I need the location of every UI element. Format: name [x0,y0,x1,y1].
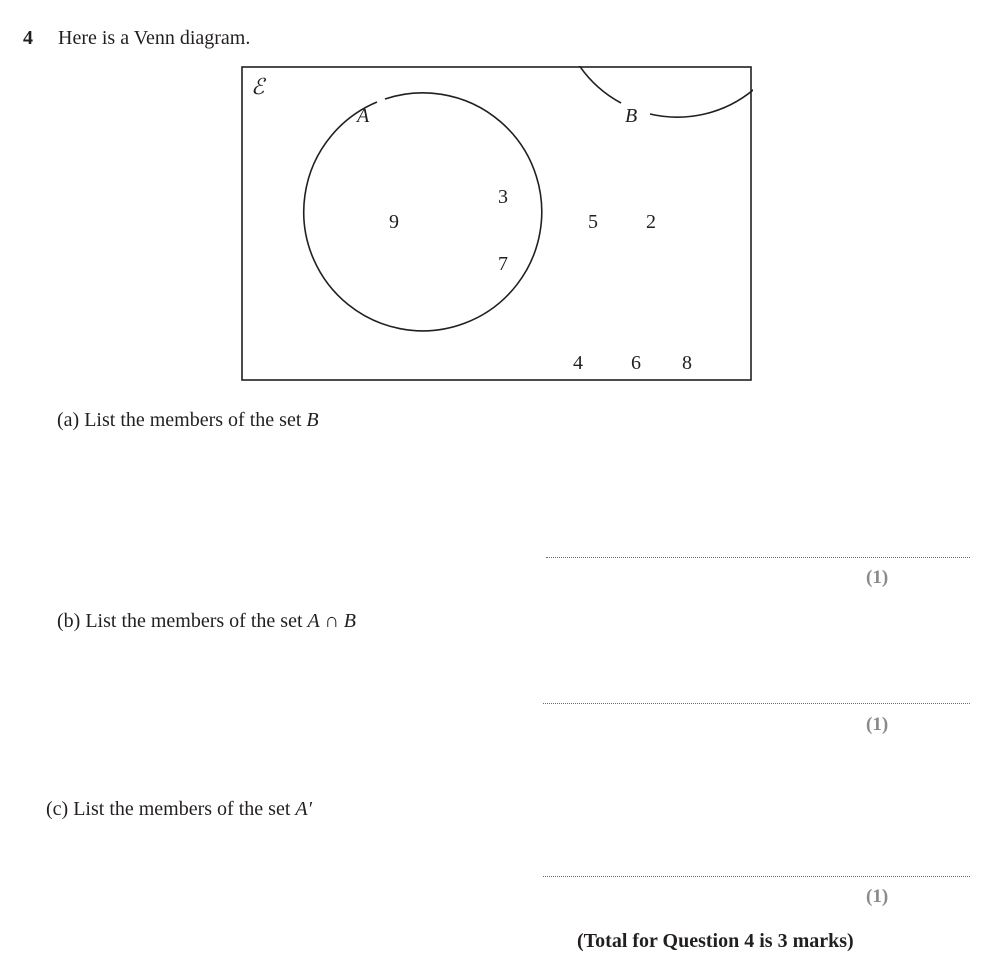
venn-diagram [241,66,753,383]
part-b-answer-line[interactable] [543,703,970,704]
part-b-question [57,610,356,633]
intersection-element: 7 [498,253,508,275]
only-b-element: 2 [646,211,656,233]
part-c-set: A′ [295,798,312,820]
part-b-set: A ∩ B [307,610,357,632]
part-a-set: B [306,409,319,431]
outside-element: 4 [573,352,583,374]
question-number: 4 [23,27,33,49]
part-c-marks: (1) [866,886,889,907]
universal-set-box [242,67,751,380]
circle-a [304,93,542,331]
part-a-marks: (1) [866,567,889,588]
part-a-question [57,409,319,432]
question-intro: Here is a Venn diagram. [58,27,251,49]
only-a-element: 9 [389,211,399,233]
set-b-label: B [625,105,638,127]
part-b-marks: (1) [866,714,889,735]
part-c-prefix: (c) [46,798,69,820]
part-c-answer-line[interactable] [543,876,970,877]
outside-element: 8 [682,352,692,374]
part-b-text: List the members of the set [85,610,303,632]
part-a-answer-line[interactable] [546,557,970,558]
universal-set-symbol: ℰ [251,74,265,99]
intersection-element: 3 [498,186,508,208]
outside-element: 6 [631,352,641,374]
circle-b [558,66,753,117]
set-a-label: A [357,105,370,127]
part-a-prefix: (a) [57,409,80,431]
part-c-question [46,798,312,821]
part-a-text: List the members of the set [84,409,302,431]
question-total: (Total for Question 4 is 3 marks) [577,930,854,952]
part-c-text: List the members of the set [73,798,291,820]
only-b-element: 5 [588,211,598,233]
part-b-prefix: (b) [57,610,81,632]
